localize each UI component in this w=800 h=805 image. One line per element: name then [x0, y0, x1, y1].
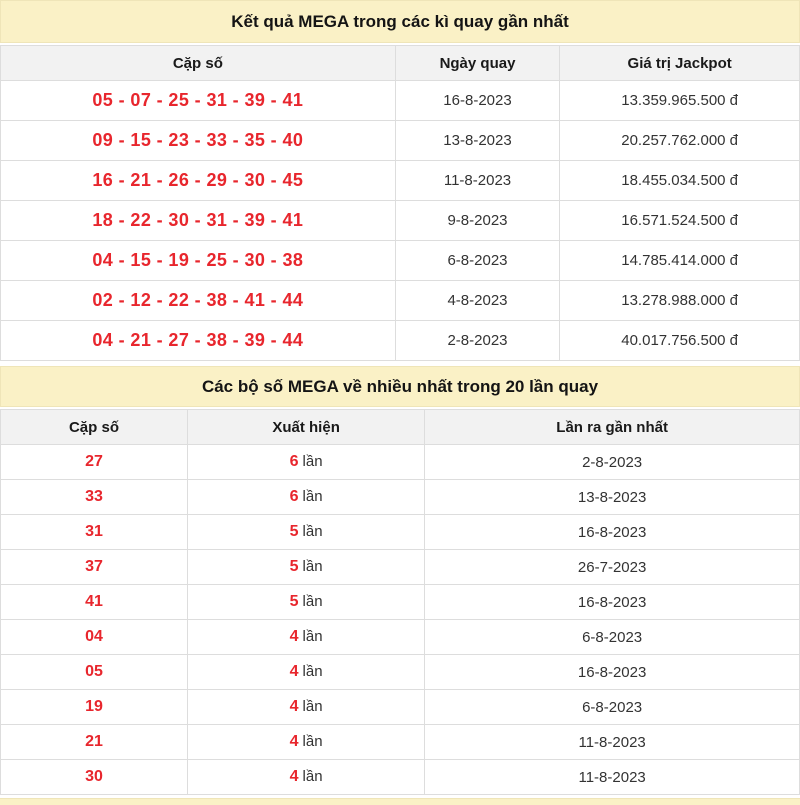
- frequent-numbers-header-row: [1, 410, 800, 445]
- frequent-numbers-table: [0, 409, 800, 795]
- number-cell: 33: [1, 480, 188, 515]
- draw-date-cell: 6-8-2023: [395, 241, 560, 281]
- appearance-count: 5: [289, 523, 299, 540]
- appearance-count-cell: [187, 445, 424, 480]
- column-header-jackpot: Giá trị Jackpot: [560, 46, 800, 81]
- table-row: [1, 81, 800, 121]
- table-row: [1, 620, 800, 655]
- appearance-unit: lần: [302, 558, 323, 575]
- jackpot-value-cell: 40.017.756.500 đ: [560, 321, 800, 361]
- column-header-last-seen: Lần ra gần nhất: [425, 410, 800, 445]
- table-row: [1, 161, 800, 201]
- table-row: [1, 445, 800, 480]
- draw-date-cell: 13-8-2023: [395, 121, 560, 161]
- table-row: [1, 515, 800, 550]
- jackpot-value-cell: 20.257.762.000 đ: [560, 121, 800, 161]
- table-row: [1, 655, 800, 690]
- appearance-count-cell: [187, 480, 424, 515]
- jackpot-value-cell: 13.278.988.000 đ: [560, 281, 800, 321]
- frequent-numbers-title: Các bộ số MEGA về nhiều nhất trong 20 lần quay: [0, 366, 800, 407]
- number-cell: 05: [1, 655, 188, 690]
- appearance-count: 6: [289, 488, 299, 505]
- number-cell: 27: [1, 445, 188, 480]
- pair-numbers-cell: 05 - 07 - 25 - 31 - 39 - 41: [1, 81, 396, 121]
- pair-numbers-cell: 16 - 21 - 26 - 29 - 30 - 45: [1, 161, 396, 201]
- next-section-title-partial: [0, 798, 800, 805]
- appearance-unit: lần: [302, 523, 323, 540]
- appearance-count-cell: [187, 550, 424, 585]
- table-row: [1, 321, 800, 361]
- pair-numbers-cell: 04 - 15 - 19 - 25 - 30 - 38: [1, 241, 396, 281]
- table-row: [1, 760, 800, 795]
- appearance-count: 4: [289, 663, 299, 680]
- last-seen-date-cell: 6-8-2023: [425, 620, 800, 655]
- column-header-pair: Cặp số: [1, 410, 188, 445]
- jackpot-value-cell: 13.359.965.500 đ: [560, 81, 800, 121]
- appearance-count: 4: [289, 698, 299, 715]
- column-header-pair: Cặp số: [1, 46, 396, 81]
- number-cell: 21: [1, 725, 188, 760]
- appearance-count: 4: [289, 733, 299, 750]
- table-row: [1, 121, 800, 161]
- appearance-unit: lần: [302, 768, 323, 785]
- table-row: [1, 690, 800, 725]
- appearance-unit: lần: [302, 663, 323, 680]
- appearance-count: 6: [289, 453, 299, 470]
- pair-numbers-cell: 09 - 15 - 23 - 33 - 35 - 40: [1, 121, 396, 161]
- appearance-unit: lần: [302, 453, 323, 470]
- number-cell: 19: [1, 690, 188, 725]
- draw-date-cell: 11-8-2023: [395, 161, 560, 201]
- draw-date-cell: 9-8-2023: [395, 201, 560, 241]
- appearance-count-cell: [187, 655, 424, 690]
- appearance-unit: lần: [302, 628, 323, 645]
- table-row: [1, 281, 800, 321]
- number-cell: 41: [1, 585, 188, 620]
- last-seen-date-cell: 11-8-2023: [425, 760, 800, 795]
- jackpot-value-cell: 14.785.414.000 đ: [560, 241, 800, 281]
- number-cell: 31: [1, 515, 188, 550]
- last-seen-date-cell: 13-8-2023: [425, 480, 800, 515]
- table-row: [1, 550, 800, 585]
- table-row: [1, 241, 800, 281]
- jackpot-value-cell: 16.571.524.500 đ: [560, 201, 800, 241]
- column-header-appearances: Xuất hiện: [187, 410, 424, 445]
- appearance-count-cell: [187, 515, 424, 550]
- table-row: [1, 585, 800, 620]
- recent-results-table: [0, 45, 800, 361]
- column-header-draw-date: Ngày quay: [395, 46, 560, 81]
- last-seen-date-cell: 16-8-2023: [425, 515, 800, 550]
- last-seen-date-cell: 26-7-2023: [425, 550, 800, 585]
- table-row: [1, 725, 800, 760]
- table-row: [1, 201, 800, 241]
- appearance-count-cell: [187, 620, 424, 655]
- appearance-count: 5: [289, 558, 299, 575]
- table-row: [1, 480, 800, 515]
- pair-numbers-cell: 18 - 22 - 30 - 31 - 39 - 41: [1, 201, 396, 241]
- last-seen-date-cell: 16-8-2023: [425, 655, 800, 690]
- appearance-count: 4: [289, 768, 299, 785]
- last-seen-date-cell: 6-8-2023: [425, 690, 800, 725]
- last-seen-date-cell: 16-8-2023: [425, 585, 800, 620]
- last-seen-date-cell: 2-8-2023: [425, 445, 800, 480]
- appearance-count-cell: [187, 725, 424, 760]
- jackpot-value-cell: 18.455.034.500 đ: [560, 161, 800, 201]
- appearance-count: 5: [289, 593, 299, 610]
- appearance-unit: lần: [302, 488, 323, 505]
- number-cell: 30: [1, 760, 188, 795]
- draw-date-cell: 4-8-2023: [395, 281, 560, 321]
- pair-numbers-cell: 02 - 12 - 22 - 38 - 41 - 44: [1, 281, 396, 321]
- frequent-numbers-section: [0, 366, 800, 795]
- draw-date-cell: 2-8-2023: [395, 321, 560, 361]
- number-cell: 04: [1, 620, 188, 655]
- appearance-count-cell: [187, 760, 424, 795]
- appearance-count-cell: [187, 690, 424, 725]
- number-cell: 37: [1, 550, 188, 585]
- recent-results-title: Kết quả MEGA trong các kì quay gần nhất: [0, 0, 800, 43]
- appearance-unit: lần: [302, 698, 323, 715]
- appearance-count: 4: [289, 628, 299, 645]
- last-seen-date-cell: 11-8-2023: [425, 725, 800, 760]
- appearance-unit: lần: [302, 593, 323, 610]
- draw-date-cell: 16-8-2023: [395, 81, 560, 121]
- pair-numbers-cell: 04 - 21 - 27 - 38 - 39 - 44: [1, 321, 396, 361]
- appearance-unit: lần: [302, 733, 323, 750]
- recent-results-header-row: [1, 46, 800, 81]
- appearance-count-cell: [187, 585, 424, 620]
- recent-results-section: [0, 0, 800, 361]
